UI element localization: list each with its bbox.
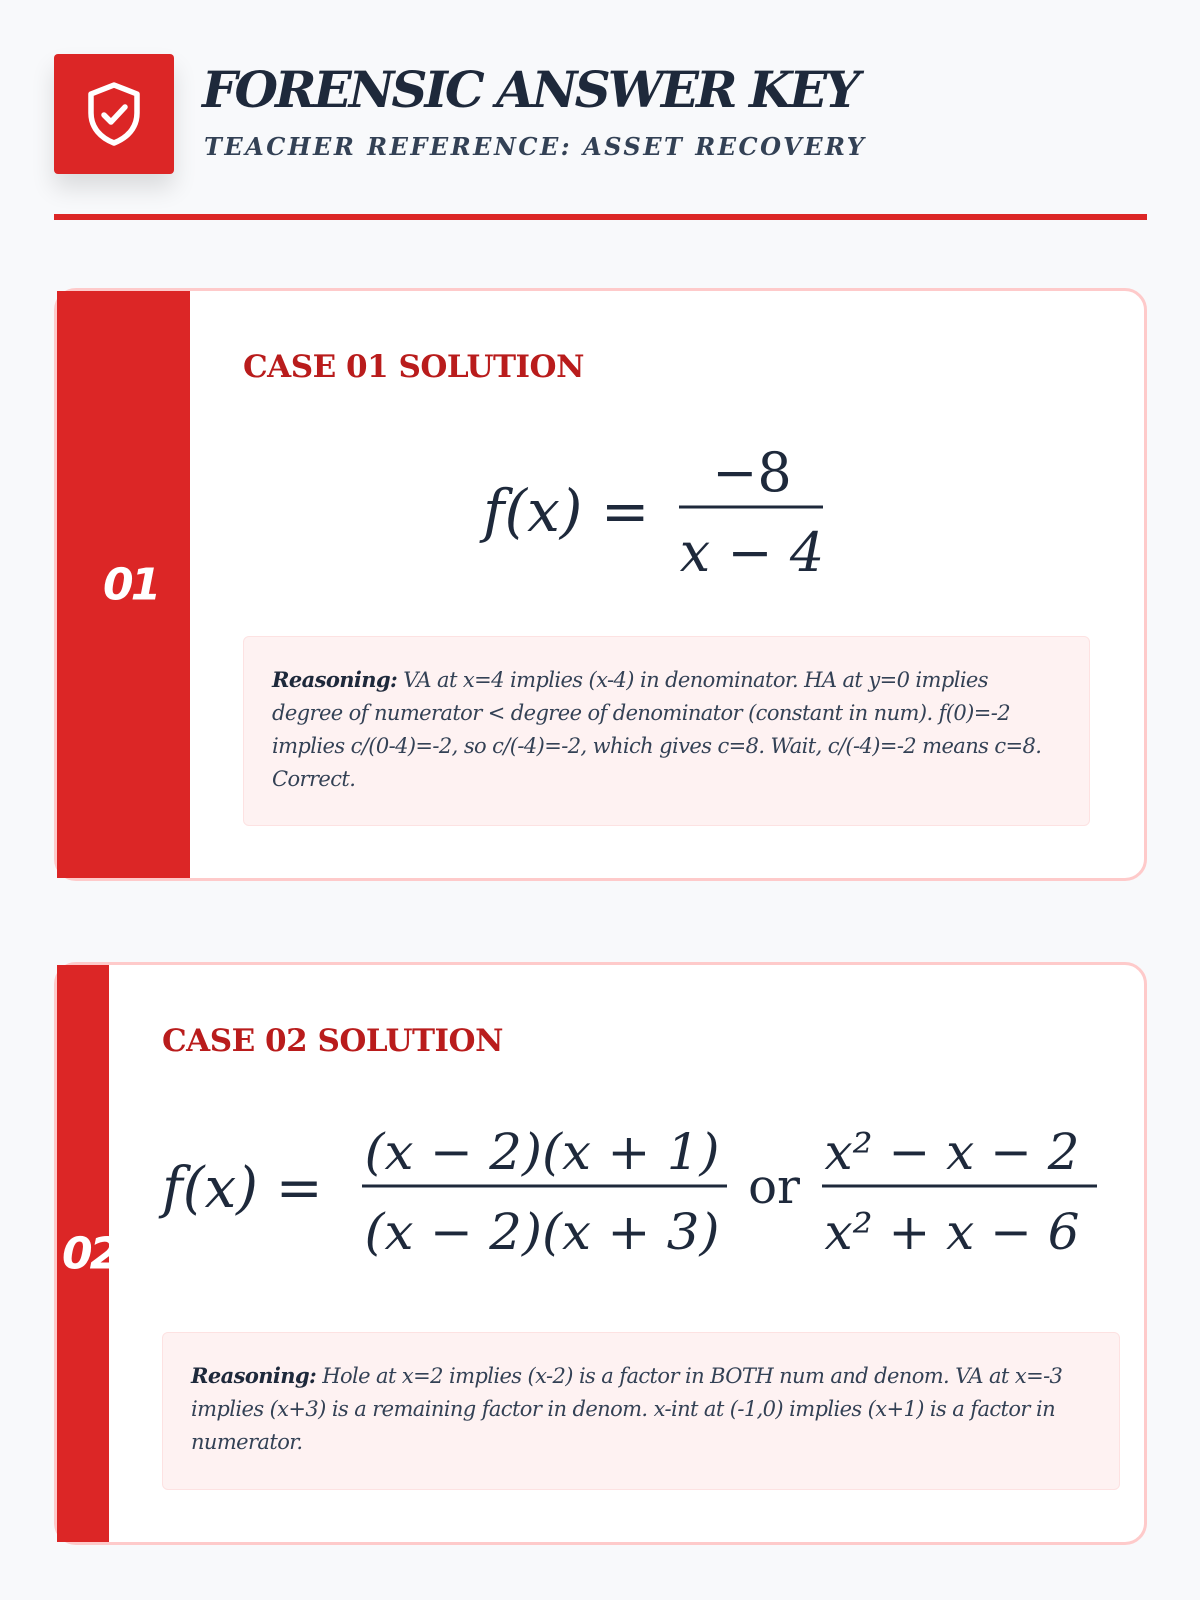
formula-connector: or bbox=[748, 1159, 800, 1215]
case-heading: CASE 01 SOLUTION bbox=[243, 349, 584, 385]
header bbox=[54, 54, 1147, 220]
logo bbox=[54, 54, 174, 174]
reasoning-label: Reasoning: bbox=[272, 667, 398, 692]
reasoning-text: Hole at x=2 implies (x-2) is a factor in BOTH num and denom. VA at x=-3 implies (x+3) is a remaining factor in denom. x-int at (-1,0) implies (x+1) is a factor in numerator. bbox=[191, 1364, 1063, 1454]
case-side-bar bbox=[57, 965, 118, 1542]
case-heading: CASE 02 SOLUTION bbox=[162, 1023, 503, 1059]
case-side-bar bbox=[57, 291, 190, 878]
reasoning-text: VA at x=4 implies (x-4) in denominator. HA at y=0 implies degree of numerator < degree of denominator (constant in num). f(0)=-2 implies c/(0-4)=-2, so c/(-4)=-2, which gives c=8. Wait, c/(-4)=-2 means c=8. Correct. bbox=[272, 668, 1042, 791]
formula-numerator: (x − 2)(x + 1) bbox=[364, 1123, 720, 1181]
formula-numerator: −8 bbox=[712, 441, 792, 504]
page-subtitle: TEACHER REFERENCE: ASSET RECOVERY bbox=[204, 132, 867, 161]
formula-denominator: (x − 2)(x + 3) bbox=[364, 1203, 720, 1261]
formula-denominator-expanded: x² + x − 6 bbox=[824, 1203, 1080, 1261]
case-formula bbox=[162, 1115, 1112, 1285]
page-title: FORENSIC ANSWER KEY bbox=[202, 60, 858, 119]
formula-lhs: f(x) = bbox=[162, 1156, 323, 1221]
reasoning-box bbox=[162, 1332, 1120, 1490]
case-number: 02 bbox=[62, 1228, 118, 1279]
shield-check-icon bbox=[85, 81, 143, 147]
formula-numerator-expanded: x² − x − 2 bbox=[824, 1123, 1080, 1181]
reasoning-box bbox=[243, 636, 1090, 826]
formula-lhs: f(x) = bbox=[483, 477, 650, 545]
case-card-01 bbox=[54, 288, 1147, 881]
case-card-02 bbox=[54, 962, 1147, 1545]
case-number: 01 bbox=[103, 559, 159, 610]
header-divider bbox=[54, 214, 1147, 220]
case-formula bbox=[477, 441, 897, 591]
reasoning-label: Reasoning: bbox=[191, 1363, 317, 1388]
formula-denominator: x − 4 bbox=[679, 521, 825, 584]
